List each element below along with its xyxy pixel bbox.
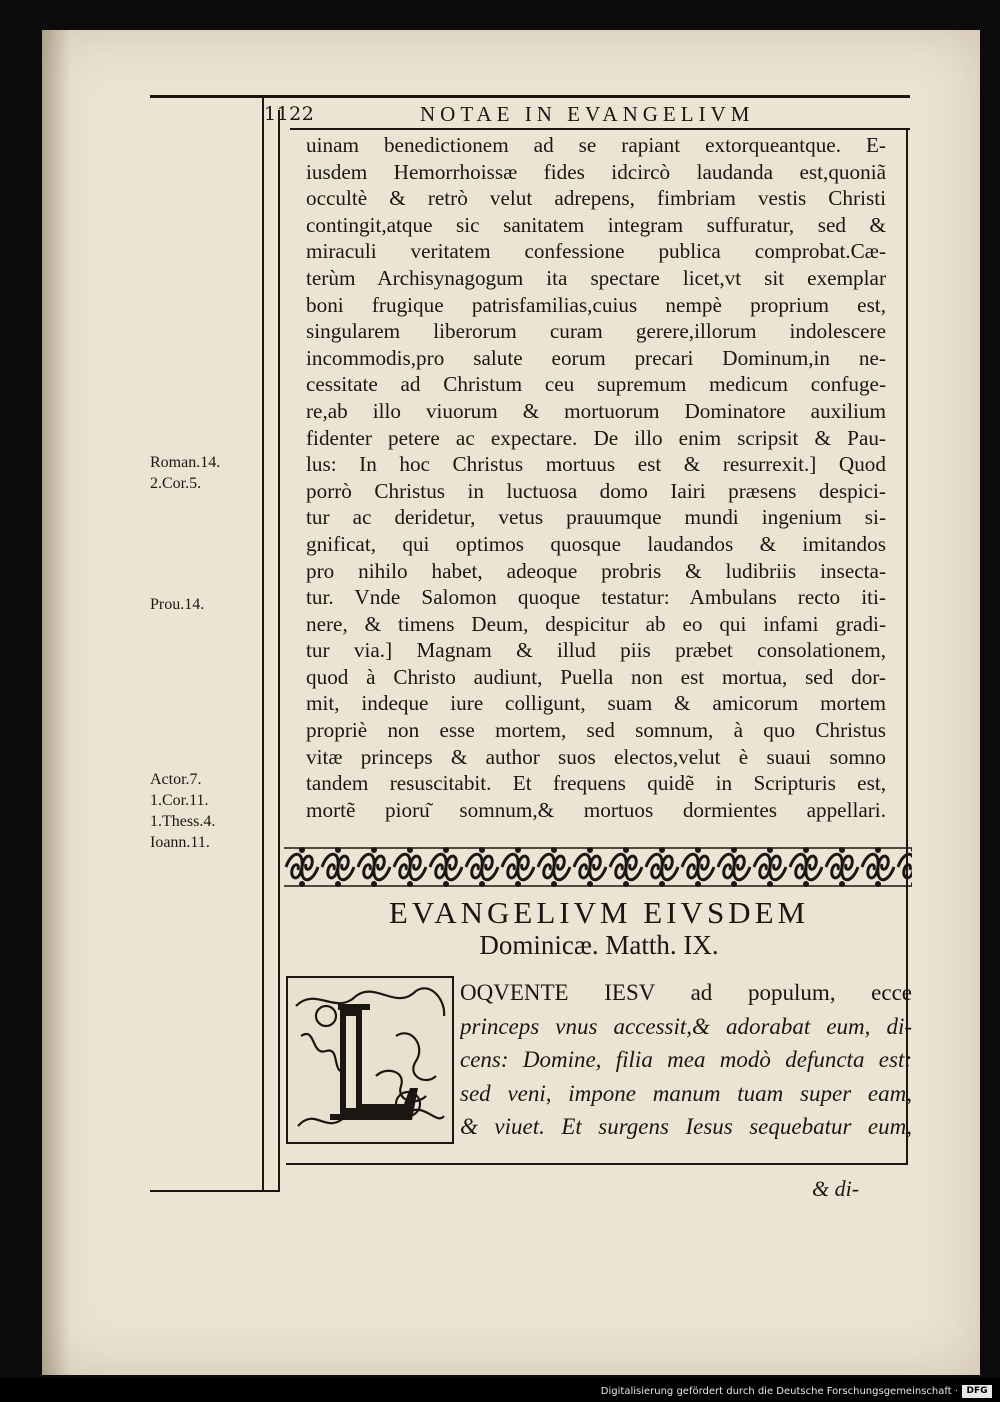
margin-rule-left bbox=[262, 98, 264, 1190]
catchword: & di- bbox=[812, 1176, 860, 1201]
section-subtitle: Dominicæ. Matth. IX. bbox=[479, 930, 719, 960]
page-edge-shadow bbox=[42, 30, 70, 1375]
margin-note-group-2 bbox=[150, 594, 260, 615]
text-rule-bottom bbox=[286, 1163, 908, 1165]
margin-note: 2.Cor.5. bbox=[150, 475, 202, 492]
text-line: cessitate ad Christum ceu supremum medicum confuge- bbox=[306, 372, 886, 397]
text-line: porrò Christus in luctuosa domo Iairi præsens despici- bbox=[306, 478, 886, 503]
gospel-text bbox=[460, 976, 912, 1144]
text-line: tur. Vnde Salomon quoque testatur: Ambulans recto iti- bbox=[306, 585, 886, 610]
margin-rule-right bbox=[278, 110, 280, 1190]
header-rule-top bbox=[150, 95, 910, 98]
text-line: princeps vnus accessit,& adorabat eum, di- bbox=[460, 1013, 912, 1039]
commentary-text bbox=[306, 132, 886, 823]
header-rule-bottom bbox=[290, 128, 910, 130]
text-line: nere, & timens Deum, despicitur ab eo qui infami gradi- bbox=[306, 611, 886, 636]
page-number: 1122 bbox=[264, 103, 315, 125]
margin-note-group-1 bbox=[150, 452, 260, 494]
margin-note: 1.Cor.11. bbox=[150, 792, 209, 809]
section-title: EVANGELIVM EIVSDEM bbox=[388, 895, 810, 930]
text-line: vitæ princeps & author suos electos,velut è suaui somno bbox=[306, 744, 886, 769]
margin-note: Actor.7. bbox=[150, 771, 202, 788]
margin-note-group-3 bbox=[150, 769, 260, 853]
margin-rule-bottom bbox=[150, 1190, 280, 1192]
ornament-band bbox=[284, 842, 912, 892]
text-line: quod à Christo audiunt, Puella non est mortua, sed dor- bbox=[306, 664, 886, 689]
text-line: incommodis,pro salute eorum precari Dominum,in ne- bbox=[306, 345, 886, 370]
running-title: NOTAE IN EVANGELIVM bbox=[420, 102, 755, 126]
margin-note: Prou.14. bbox=[150, 596, 205, 613]
dfg-logo: DFG bbox=[962, 1385, 992, 1398]
text-line: terùm Archisynagogum ita spectare licet,vt sit exemplar bbox=[306, 265, 886, 290]
text-line: singularem liberorum curam gerere,illorum indolescere bbox=[306, 319, 886, 344]
text-line: & viuet. Et surgens Iesus sequebatur eum, bbox=[460, 1114, 912, 1139]
text-line: tandem resuscitabit. Et frequens quidẽ in Scripturis est, bbox=[306, 771, 886, 796]
text-line: tur via.] Magnam & illud piis præbet consolationem, bbox=[306, 638, 886, 663]
text-line: boni frugique patrisfamilias,cuius nempè proprium est, bbox=[306, 292, 886, 317]
text-line: propriè non esse mortem, sed somnum, à quo Christus bbox=[306, 718, 886, 743]
text-line: gnificat, qui optimos quosque laudandos & imitandos bbox=[306, 531, 886, 556]
decorated-initial bbox=[286, 976, 454, 1144]
text-line: fidenter petere ac expectare. De illo enim scripsit & Pau- bbox=[306, 425, 886, 450]
text-line: re,ab illo viuorum & mortuorum Dominatore auxilium bbox=[306, 398, 886, 423]
text-line: sed veni, impone manum tuam super eam, bbox=[460, 1080, 912, 1106]
text-line: miraculi veritatem confessione publica comprobat.Cæ- bbox=[306, 239, 886, 264]
text-line: pro nihilo habet, adeoque probris & ludibriis insecta- bbox=[306, 558, 886, 583]
text-line: lus: In hoc Christus mortuus est & resurrexit.] Quod bbox=[306, 452, 886, 477]
text-line: uinam benedictionem ad se rapiant extorqueantque. E- bbox=[306, 133, 886, 157]
text-line: tur ac deridetur, vetus prauumque mundi ingenium si- bbox=[306, 505, 886, 530]
text-line: contingit,atque sic sanitatem integram suffuratur, sed & bbox=[306, 212, 886, 237]
text-line: iusdem Hemorrhoissæ fides idcircò laudanda est,quoniã bbox=[306, 159, 886, 184]
margin-note: Roman.14. bbox=[150, 454, 221, 471]
margin-note: Ioann.11. bbox=[150, 834, 210, 851]
footer-credit: Digitalisierung gefördert durch die Deutsche Forschungsgemeinschaft · bbox=[600, 1386, 958, 1397]
text-line: cens: Domine, filia mea modò defuncta est: bbox=[460, 1047, 912, 1072]
margin-note: 1.Thess.4. bbox=[150, 813, 216, 830]
text-line: mortẽ pioru͂ somnum,& mortuos dormientes appellari. bbox=[306, 797, 886, 822]
text-line: occultè & retrò velut adrepens, fimbriam vestis Christi bbox=[306, 186, 886, 211]
text-line: mit, indeque iure colligunt, suam & amicorum mortem bbox=[306, 691, 886, 716]
text-line: OQVENTE IESV ad populum, ecce bbox=[460, 980, 912, 1005]
